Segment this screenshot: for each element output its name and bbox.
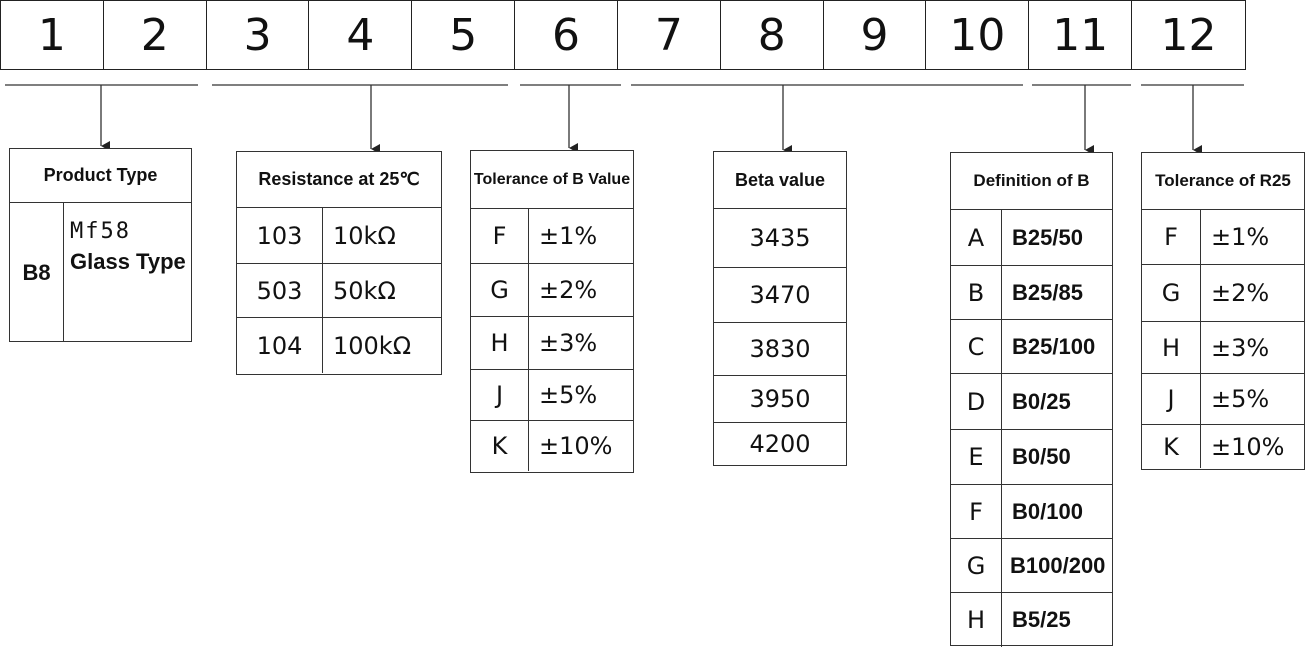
digit-cell: 1: [1, 1, 104, 69]
beta-title: Beta value: [714, 152, 846, 209]
table-row: [1142, 210, 1304, 265]
digit-cell: 2: [104, 1, 207, 69]
table-row: [714, 323, 846, 376]
table-row: [237, 318, 441, 373]
table-row: [714, 376, 846, 423]
definition-b-value: B25/50: [1012, 224, 1083, 250]
digit-cell: 6: [515, 1, 618, 69]
beta-value: 3470: [749, 281, 811, 309]
tolerance-r25-code: K: [1142, 425, 1201, 468]
table-row: [714, 209, 846, 268]
tolerance-b-value: ±1%: [539, 222, 598, 250]
tolerance-b-code: J: [471, 370, 529, 420]
table-row: [1142, 265, 1304, 322]
table-row: [237, 264, 441, 318]
table-row: [714, 423, 846, 465]
product-type-description: [64, 203, 186, 342]
table-row: [951, 210, 1112, 266]
definition-b-code: C: [951, 320, 1002, 373]
definition-b-title: Definition of B: [951, 153, 1112, 210]
tolerance-b-code: F: [471, 209, 529, 263]
definition-b-code: D: [951, 374, 1002, 429]
table-row: [1142, 322, 1304, 374]
digit-cell: 8: [721, 1, 824, 69]
definition-b-value: B0/100: [1012, 498, 1083, 524]
product-type-desc-line2: Glass Type: [70, 249, 186, 274]
digit-cell: 12: [1160, 9, 1217, 61]
tolerance-b-code: H: [471, 317, 529, 369]
table-row: [951, 539, 1112, 593]
table-row: [1142, 374, 1304, 425]
tolerance-b-code: K: [471, 421, 529, 471]
tolerance-r25-value: ±2%: [1211, 279, 1270, 307]
table-row: [714, 268, 846, 323]
table-row: [951, 593, 1112, 647]
definition-b-code: E: [951, 430, 1002, 484]
resistance-value: 100kΩ: [333, 331, 412, 360]
definition-b-value: B25/85: [1012, 279, 1083, 305]
product-type-title: Product Type: [10, 149, 191, 203]
digit-cell: 4: [309, 1, 412, 69]
table-row: [471, 209, 633, 264]
definition-b-code: A: [951, 210, 1002, 265]
tolerance-r25-value: ±5%: [1211, 385, 1270, 413]
digit-cell: 5: [412, 1, 515, 69]
resistance-value: 10kΩ: [333, 221, 396, 250]
digit-cell: 9: [824, 1, 927, 69]
beta-value: 4200: [749, 430, 811, 458]
resistance-code: 503: [237, 264, 323, 317]
tolerance-r25-code: J: [1142, 374, 1201, 424]
definition-b-code: H: [951, 593, 1002, 647]
table-row: [951, 266, 1112, 320]
product-type-box: [9, 148, 192, 342]
beta-value: 3950: [749, 385, 811, 413]
tolerance-b-value: ±2%: [539, 276, 598, 304]
digit-cell: 11: [1029, 1, 1132, 69]
table-row: [471, 370, 633, 421]
definition-b-code: B: [951, 266, 1002, 319]
tolerance-b-box: [470, 150, 634, 473]
tolerance-b-title: Tolerance of B Value: [471, 151, 633, 209]
definition-b-value: B25/100: [1012, 333, 1096, 359]
table-row: [951, 485, 1112, 539]
tolerance-r25-value: ±1%: [1211, 223, 1270, 251]
table-row: [471, 264, 633, 317]
resistance-code: 103: [237, 208, 323, 263]
beta-value: 3435: [749, 224, 811, 252]
table-row: [951, 320, 1112, 374]
resistance-code: 104: [237, 318, 323, 373]
table-row: [951, 374, 1112, 430]
tolerance-r25-box: [1141, 152, 1305, 470]
table-row: [1142, 425, 1304, 468]
digit-cell: 3: [207, 1, 310, 69]
tolerance-r25-title: Tolerance of R25: [1142, 153, 1304, 210]
digit-cell: 10: [926, 1, 1029, 69]
table-row: [237, 208, 441, 264]
tolerance-r25-code: H: [1142, 322, 1201, 373]
beta-value: 3830: [749, 335, 811, 363]
tolerance-b-value: ±3%: [539, 329, 598, 357]
resistance-box: [236, 151, 442, 375]
beta-value-box: [713, 151, 847, 466]
tolerance-r25-code: G: [1142, 265, 1201, 321]
product-type-desc-line1: Mf58: [70, 219, 131, 244]
product-type-code: B8: [10, 203, 64, 342]
tolerance-b-value: ±10%: [539, 432, 613, 460]
definition-b-value: B0/25: [1012, 388, 1071, 414]
tolerance-r25-value: ±10%: [1211, 432, 1285, 461]
tolerance-r25-value: ±3%: [1211, 333, 1270, 362]
table-row: [471, 421, 633, 471]
tolerance-r25-code: F: [1142, 210, 1201, 264]
digit-cell: 7: [618, 1, 721, 69]
resistance-title: Resistance at 25℃: [237, 152, 441, 208]
table-row: [951, 430, 1112, 485]
definition-b-value: B100/200: [1010, 552, 1106, 578]
definition-b-code: G: [951, 539, 1002, 592]
definition-b-value: B0/50: [1012, 444, 1071, 469]
table-row: [471, 317, 633, 370]
tolerance-b-code: G: [471, 264, 529, 316]
definition-b-code: F: [951, 485, 1002, 538]
definition-b-box: [950, 152, 1113, 646]
resistance-value: 50kΩ: [333, 276, 396, 305]
definition-b-value: B5/25: [1012, 607, 1071, 632]
tolerance-b-value: ±5%: [539, 381, 598, 409]
